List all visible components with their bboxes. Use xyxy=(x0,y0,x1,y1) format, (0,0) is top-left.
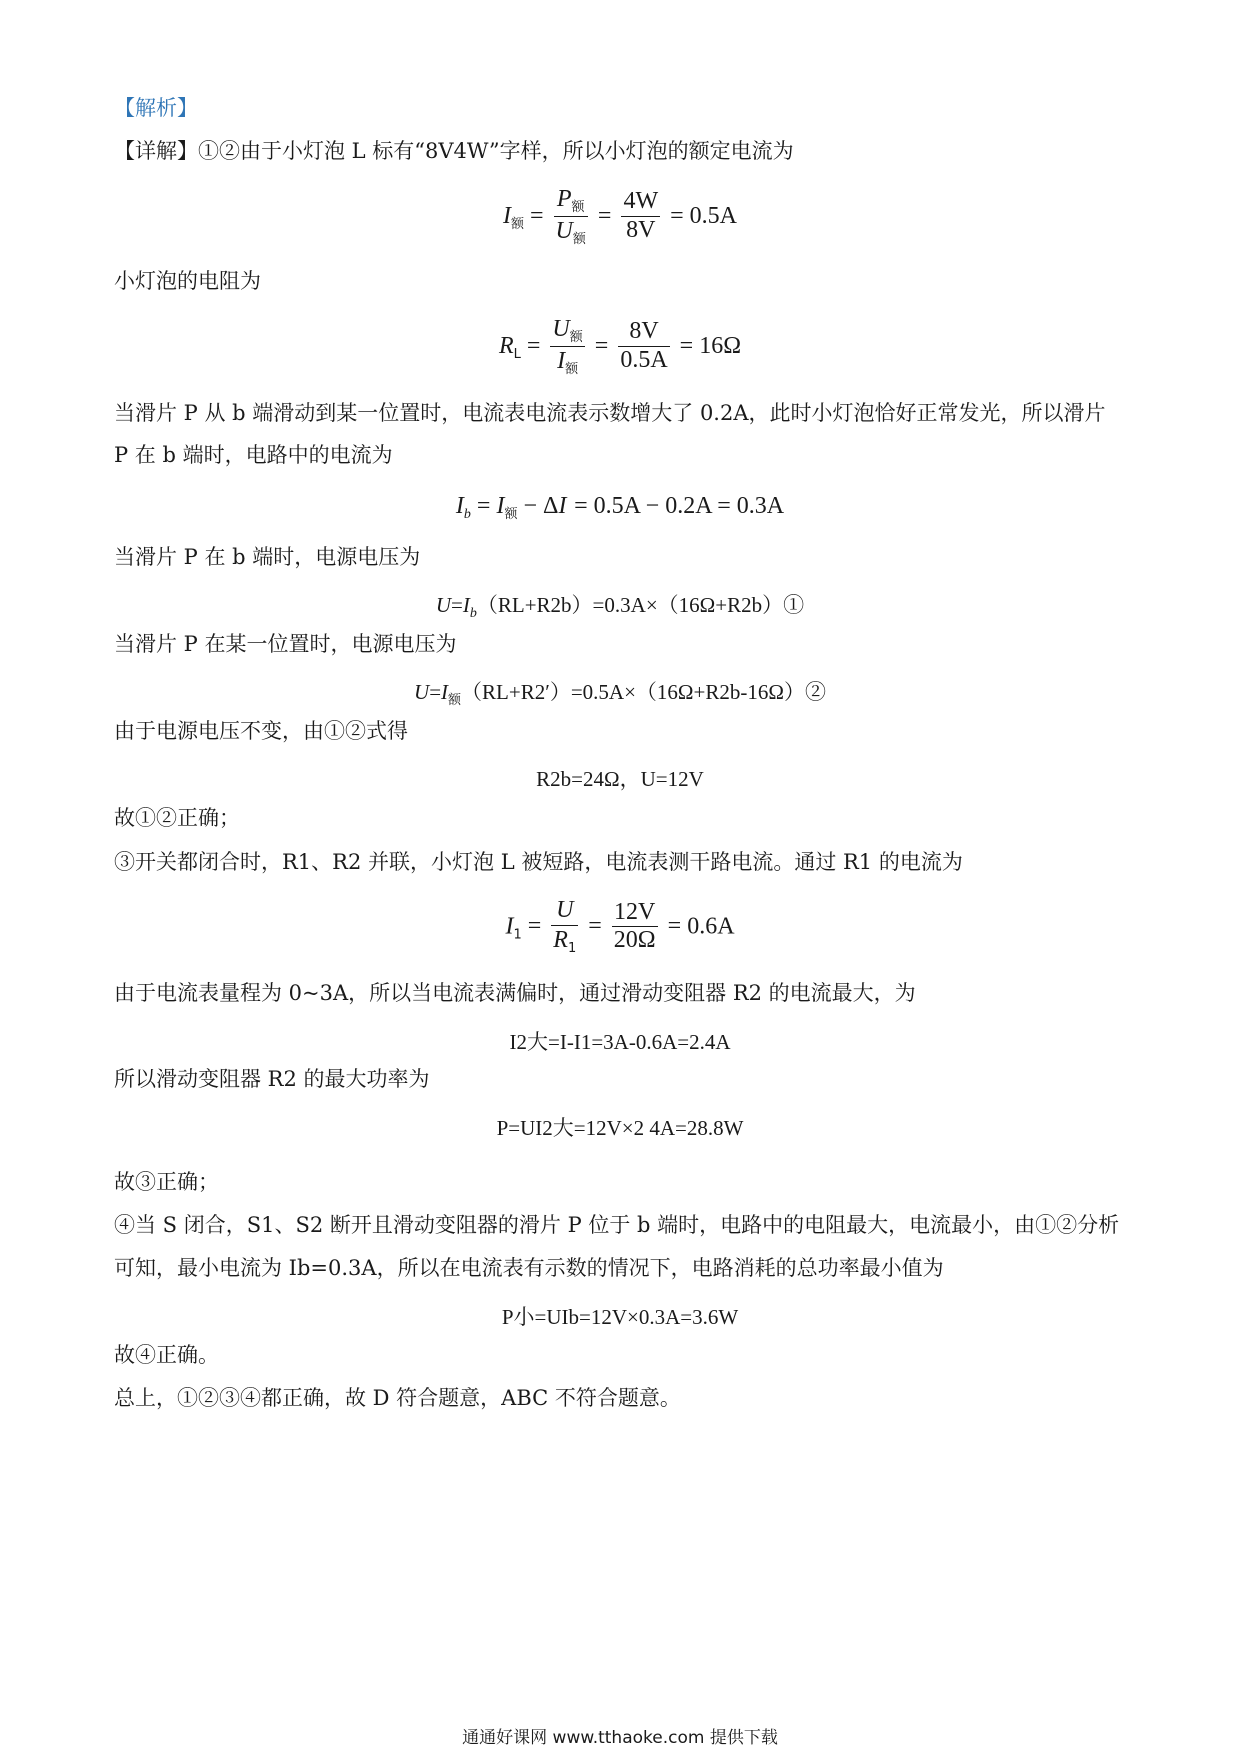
para-4a: ④当 S 闭合，S1、S2 断开且滑动变阻器的滑片 P 位于 b 端时，电路中的电阻最大，电流最小，由①②分析 xyxy=(114,1213,1120,1237)
equation-voltage-b: $U=I_b(RL+R2b)=0.3A\times(16\Omega+R2b)①$ xyxy=(435,593,805,621)
equation-current-r1: $I_1$ = $\frac{U}{R_1}$ = $\frac{12V}{20\Omega}$ = 0.6A xyxy=(505,897,735,956)
equation-max-current: I2大=I-I1=3A-0.6A=2.4A xyxy=(509,1030,731,1054)
eq2-result: 16Ω xyxy=(699,332,742,359)
para-b-voltage: 当滑片 P 在 b 端时，电源电压为 xyxy=(114,545,421,569)
eq1-lhs: I xyxy=(502,202,511,229)
equation-voltage-pos: $U=I_额(RL+R2')=0.5A\times(16\Omega+R2b-16\Omega)②$ xyxy=(414,680,826,708)
detail-label: 【详解】 xyxy=(114,139,198,163)
conclusion-4: 故④正确。 xyxy=(114,1343,219,1367)
eq1-fraction-symbolic: $\frac{P_额}{U_额}$ xyxy=(555,186,586,247)
eq3-value: = 0.5A − 0.2A = 0.3A xyxy=(574,493,785,519)
equation-min-power: P小=UIb=12V×0.3A=3.6W xyxy=(501,1305,739,1329)
para-3: ③开关都闭合时，R1、R2 并联，小灯泡 L 被短路，电流表测干路电流。通过 R1 的电流为 xyxy=(114,850,963,874)
equation-solution: R2b=24Ω，U=12V xyxy=(536,767,704,791)
section-title: 【解析】 xyxy=(114,96,198,120)
para-slide-1: 当滑片 P 从 b 端滑动到某一位置时，电流表电流表示数增大了 0.2A，此时小灯泡恰好正常发光，所以滑片 xyxy=(114,401,1106,425)
eq1-result: 0.5A xyxy=(689,202,737,229)
detail-intro xyxy=(114,141,794,162)
para-power: 所以滑动变阻器 R2 的最大功率为 xyxy=(114,1067,430,1091)
eq2-fraction-symbolic: $\frac{U_额}{I_额}$ xyxy=(552,316,583,377)
footer-source: 通通好课网 www.tthaoke.com 提供下载 xyxy=(462,1728,778,1748)
eq7-result: 0.6A xyxy=(687,913,735,940)
eq1-fraction-numeric: $\frac{4W}{8V}$ xyxy=(623,188,659,243)
eq5-rest: （RL+R2′）=0.5A×（16Ω+R2b-16Ω）② xyxy=(461,680,826,704)
equation-current-b: $I_b = I_额 - \Delta I = 0.5A - 0.2A = 0.3A$ xyxy=(455,493,785,522)
equation-resistance: $R_L$ = $\frac{U_额}{I_额}$ = $\frac{8V}{0.5A}$ = 16Ω xyxy=(498,316,742,377)
para-4b: 可知，最小电流为 Ib=0.3A，所以在电流表有示数的情况下，电路消耗的总功率最小值为 xyxy=(114,1256,944,1280)
conclusion-3: 故③正确； xyxy=(114,1170,219,1194)
eq7-fraction-numeric: $\frac{12V}{20\Omega}$ xyxy=(613,898,656,954)
equation-max-power: P=UI2大=12V×2 4A=28.8W xyxy=(496,1116,744,1140)
para-const: 由于电源电压不变，由①②式得 xyxy=(114,719,408,743)
line-resistance: 小灯泡的电阻为 xyxy=(114,269,261,293)
conclusion-12: 故①②正确； xyxy=(114,806,240,830)
eq7-fraction-symbolic: $\frac{U}{R_1}$ xyxy=(553,897,577,956)
eq2-fraction-numeric: $\frac{8V}{0.5A}$ xyxy=(620,318,668,373)
summary: 总上，①②③④都正确，故 D 符合题意，ABC 不符合题意。 xyxy=(114,1386,681,1410)
equation-rated-current: $I_额$ = $\frac{P_额}{U_额}$ = $\frac{4W}{8V}$ = 0.5A xyxy=(502,186,737,247)
eq4-rest: （RL+R2b）=0.3A×（16Ω+R2b）① xyxy=(476,593,805,617)
para-pos-voltage: 当滑片 P 在某一位置时，电源电压为 xyxy=(114,632,457,656)
para-range: 由于电流表量程为 0~3A，所以当电流表满偏时，通过滑动变阻器 R2 的电流最大，为 xyxy=(114,981,916,1005)
para-slide-2: P 在 b 端时，电路中的电流为 xyxy=(114,443,393,467)
eq1-lhs-sub: 额 xyxy=(510,216,524,232)
intro-text: ①②由于小灯泡 L 标有“8V4W”字样，所以小灯泡的额定电流为 xyxy=(198,139,794,163)
